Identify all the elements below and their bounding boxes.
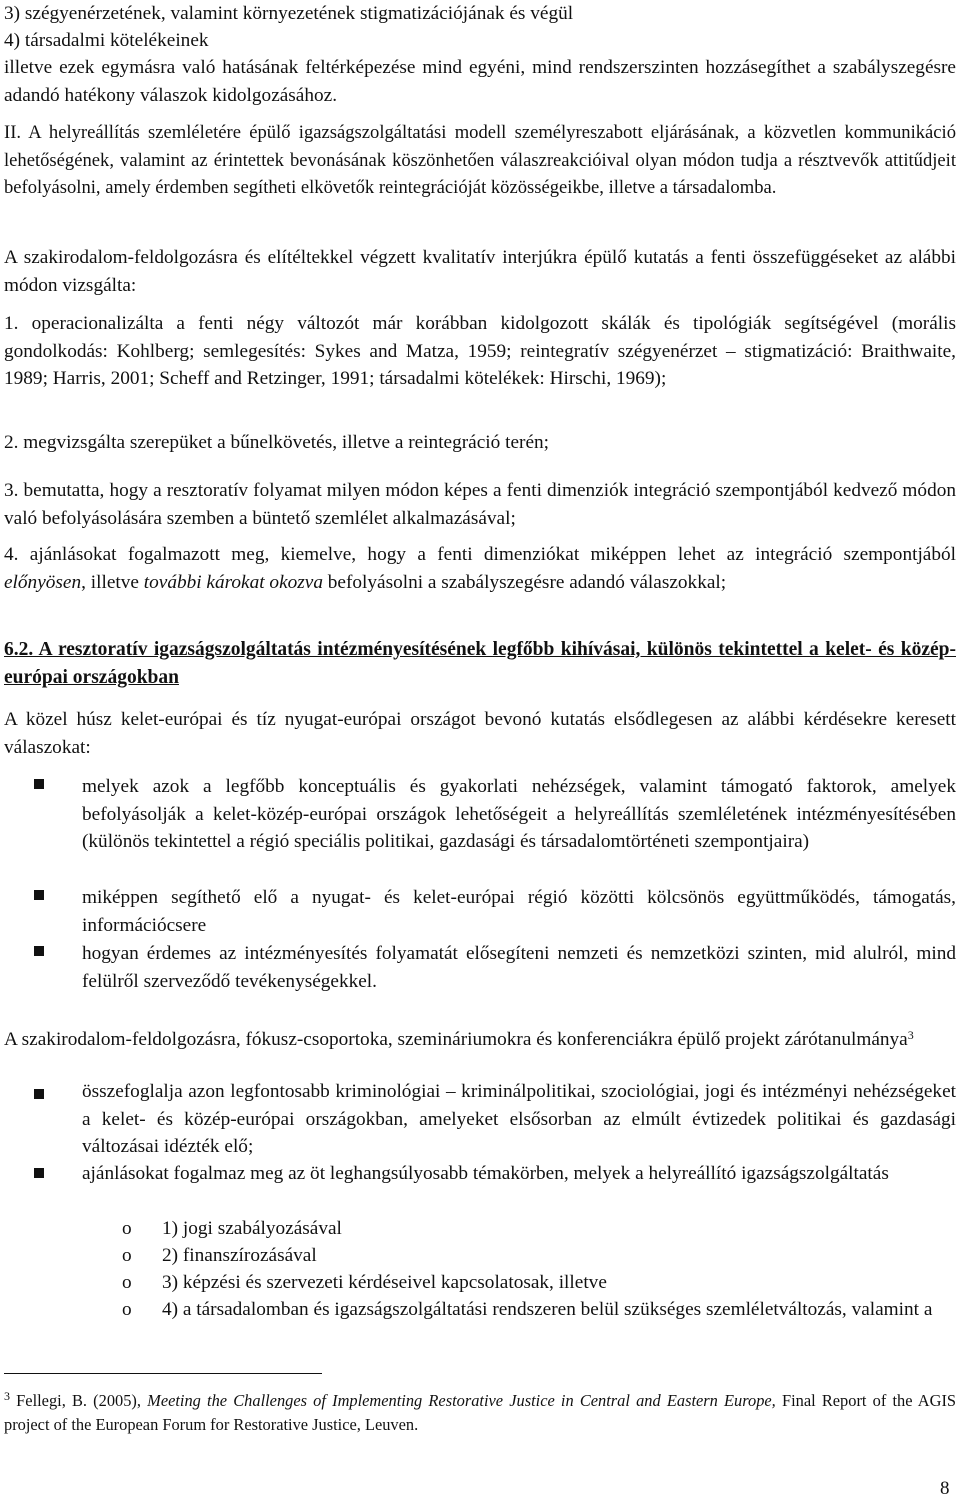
footnote-text: Final Report of the AGIS project of the European Forum for Restorative Justice, Leuven. — [4, 1391, 957, 1434]
numbered-item-4 — [4, 541, 956, 596]
section-heading: 6.2. A resztoratív igazságszolgáltatás intézményesítésének legfőbb kihívásai, különös tekintettel a kelet- és közép-európai országokban — [4, 639, 956, 688]
paragraph-II: II. A helyreállítás szemléletére épülő igazságszolgáltatási modell személyreszabott eljárásának, a közvetlen kommunikáció lehetőségének, valamint az érintettek bevonásának köszönhetően válaszreakcióival olyan módon tudja a résztvevők attitűdjeit befolyásolni, amely érdemben segítheti elkövetők reintegrációját közösségeikbe, illetve a társadalomba. — [4, 122, 956, 198]
sub-item — [122, 1242, 956, 1270]
closing-text: A szakirodalom-feldolgozásra, fókusz-csoportoka, szemináriumokra és konferenciákra épülő projekt zárótanulmánya — [4, 1029, 908, 1050]
paragraph-survey: A közel húsz kelet-európai és tíz nyugat-európai országot bevonó kutatás elsődlegesen az alábbi kérdésekre keresett válaszokat: — [4, 709, 956, 758]
item4-text: , illetve — [81, 571, 144, 593]
numbered-item-2: 2. megvizsgálta szerepüket a bűnelkövetés, illetve a reintegráció terén; — [4, 432, 549, 453]
bullet-marker — [34, 890, 44, 900]
bullet-marker — [34, 1168, 44, 1178]
numbered-item-1: 1. operacionalizálta a fenti négy változót már korábban kidolgozott skálák és tipológiák segítségével (morális gondolkodás: Kohlberg; semlegesítés: Sykes and Matza, 1959; reintegratív szégyenérzet – stigmatizáció: Braithwaite, 1989; Harris, 2001; Scheff and Retzinger, 1991; társadalmi kötelékek: Hirschi, 1969); — [4, 313, 956, 389]
sub-item-marker: o — [122, 1245, 132, 1266]
bullet-marker — [34, 946, 44, 956]
sub-item — [122, 1269, 956, 1297]
sub-item-text: 2) finanszírozásával — [162, 1245, 317, 1266]
bullet-marker — [34, 1089, 44, 1099]
sub-item-marker: o — [122, 1218, 132, 1239]
bullet-item: miképpen segíthető elő a nyugat- és kelet-európai régió közötti kölcsönös együttműködés, támogatás, információcsere — [82, 887, 956, 936]
paragraph-research: A szakirodalom-feldolgozásra és elítéltekkel végzett kvalitatív interjúkra épülő kutatás a fenti összefüggéseket az alábbi módon vizsgálta: — [4, 247, 956, 296]
bullet-marker — [34, 779, 44, 789]
bullet-item: összefoglalja azon legfontosabb kriminológiai – kriminálpolitikai, szociológiai, jogi és intézményi nehézségeket a kelet- és közép-európai országokban, amelyeket elsősorban az elmúlt évtizedek politikai és gazdasági változásai idézték elő; — [82, 1081, 956, 1157]
bullet-item: hogyan érdemes az intézményesítés folyamatát elősegíteni nemzeti és nemzetközi szinten, mid alulról, mind felülről szerveződő tevékenységekkel. — [82, 943, 956, 992]
item4-emphasis: előnyösen — [4, 571, 82, 593]
sub-item-text: 3) képzési és szervezeti kérdéseivel kapcsolatosak, illetve — [162, 1272, 607, 1293]
footnote-title: Meeting the Challenges of Implementing Restorative Justice in Central and Eastern Europe, — [147, 1391, 776, 1410]
sub-item — [122, 1296, 956, 1324]
item4-text: befolyásolni a szabályszegésre adandó válaszokkal; — [322, 571, 727, 593]
footnote-number: 3 — [4, 1389, 10, 1403]
sub-item-marker: o — [122, 1299, 132, 1320]
numbered-item-3: 3. bemutatta, hogy a resztoratív folyamat milyen módon képes a fenti dimenziók integráció szempontjából kedvező módon való befolyásolására szemben a büntető szemlélet alkalmazásával; — [4, 480, 956, 529]
footnote-reference: 3 — [907, 1028, 914, 1042]
item4-text: 4. ajánlásokat fogalmazott meg, kiemelve, hogy a fenti dimenziókat miképpen lehet az integráció szempontjából — [4, 544, 956, 565]
page-number: 8 — [940, 1478, 950, 1499]
bullet-item: ajánlásokat fogalmaz meg az öt leghangsúlyosabb témakörben, melyek a helyreállító igazságszolgáltatás — [82, 1163, 889, 1184]
sub-item-marker: o — [122, 1272, 132, 1293]
intro-line: 4) társadalmi kötelékeinek — [4, 30, 209, 51]
paragraph-closing — [4, 1022, 956, 1054]
bullet-item: melyek azok a legfőbb konceptuális és gyakorlati nehézségek, valamint támogató faktorok, amelyek befolyásolják a kelet-közép-európai országok lehetőségeit a helyreállítás szemléletének intézményesítésében (különös tekintettel a régió speciális politikai, gazdasági és társadalomtörténeti szempontjaira) — [82, 776, 956, 852]
item4-emphasis: további károkat okozva — [143, 571, 323, 593]
footnote — [4, 1384, 956, 1437]
intro-line: 3) szégyenérzetének, valamint környezetének stigmatizációjának és végül — [4, 3, 574, 24]
footnote-text: Fellegi, B. (2005), — [10, 1391, 148, 1410]
sub-item-text: 1) jogi szabályozásával — [162, 1218, 342, 1239]
footnote-separator — [4, 1373, 322, 1374]
intro-paragraph: illetve ezek egymásra való hatásának feltérképezése mind egyéni, mind rendszerszinten hozzásegíthet a szabályszegésre adandó hatékony válaszok kidolgozásához. — [4, 57, 956, 106]
sub-item-text: 4) a társadalomban és igazságszolgáltatási rendszeren belül szükséges szemléletváltozás, valamint a — [162, 1299, 933, 1320]
sub-item — [122, 1215, 956, 1243]
